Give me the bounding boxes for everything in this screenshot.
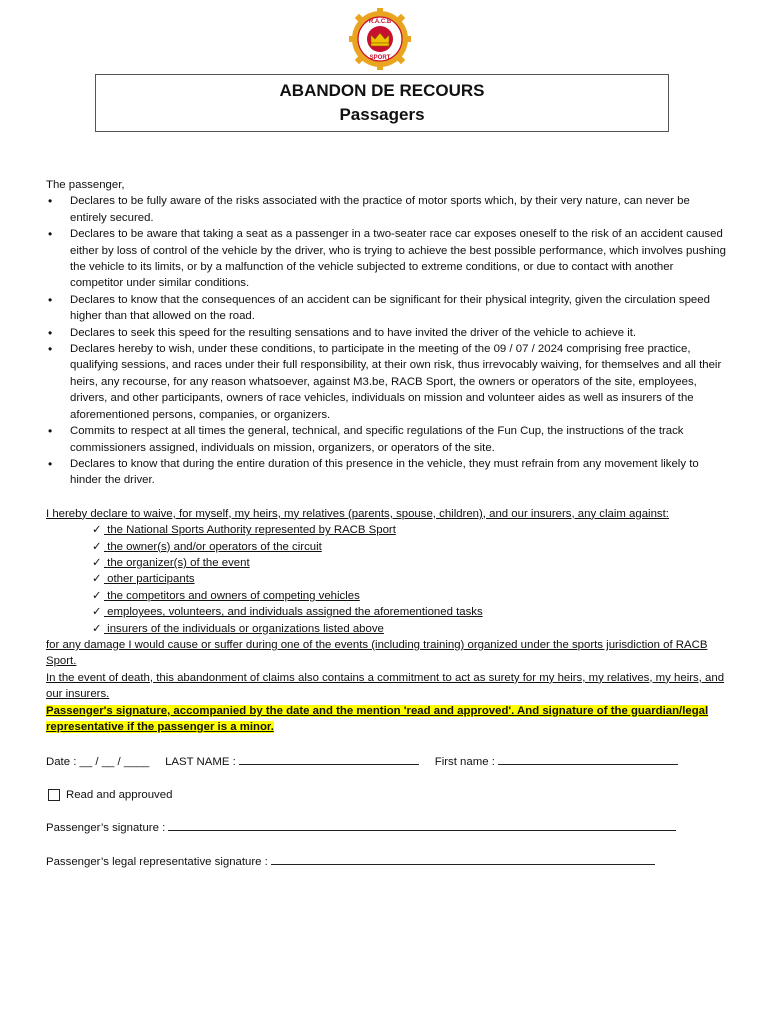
legal-rep-signature-row — [46, 853, 726, 870]
waiver-death-text: In the event of death, this abandonment of claims also contains a commitment to act as surety for my heirs, my relatives, my heirs, and our insurers. — [46, 671, 725, 701]
read-approved-checkbox[interactable] — [48, 789, 60, 801]
last-name-label: LAST NAME : — [165, 756, 236, 769]
list-item: ✓ insurers of the individuals or organizations listed above — [92, 621, 726, 637]
signature-notice: Passenger's signature, accompanied by the date and the mention 'read and approved'. And signature of the guardian/legal representative if the passenger is a minor. — [46, 704, 709, 733]
check-icon: ✓ — [92, 573, 102, 586]
racb-sport-logo — [349, 8, 411, 70]
read-approved-label: Read and approuved — [66, 788, 173, 801]
document-subtitle: Passagers — [339, 105, 425, 124]
declaration-item: • Declares to be fully aware of the risks associated with the practice of motor sports which, by their very nature, can never be entirely secured. — [46, 193, 726, 226]
document-body — [46, 177, 726, 870]
first-name-field[interactable] — [498, 753, 678, 765]
document-title: ABANDON DE RECOURS — [279, 81, 485, 100]
list-item: ✓ the organizer(s) of the event — [92, 555, 726, 571]
declaration-item: • Declares to know that the consequences of an accident can be significant for their physical integrity, given the circulation speed higher than that allowed on the road. — [46, 292, 726, 325]
waiver-checklist — [46, 522, 726, 637]
check-icon: ✓ — [92, 524, 102, 537]
check-icon: ✓ — [92, 556, 102, 569]
date-field[interactable]: Date : __ / __ / ____ — [46, 756, 150, 769]
legal-rep-signature-field[interactable] — [271, 853, 655, 865]
legal-rep-signature-label: Passenger’s legal representative signature : — [46, 855, 268, 868]
svg-text:SPORT: SPORT — [369, 55, 391, 61]
declaration-item: • Declares to be aware that taking a seat as a passenger in a two-seater race car exposes oneself to the risk of an accident caused either by loss of control of the vehicle by the driver, who is trying to achieve the best possible performance, which involves pushing the vehicle to its limits, or by a malfunction of the vehicle subjected to extreme conditions, or due to contact with another competitor under similar conditions. — [46, 226, 726, 292]
identity-row — [46, 753, 726, 770]
check-icon: ✓ — [92, 622, 102, 635]
first-name-label: First name : — [434, 756, 495, 769]
declaration-item: • Commits to respect at all times the general, technical, and specific regulations of the Fun Cup, the instructions of the track commissioners assigned, individuals on mission, organizers, or operators of the site. — [46, 423, 726, 456]
declaration-item: • Declares to seek this speed for the resulting sensations and to have invited the driver of the vehicle to achieve it. — [46, 325, 726, 341]
list-item: ✓ the National Sports Authority represented by RACB Sport — [92, 522, 726, 538]
check-icon: ✓ — [92, 606, 102, 619]
list-item: ✓ employees, volunteers, and individuals assigned the aforementioned tasks — [92, 604, 726, 620]
declaration-item: • Declares hereby to wish, under these conditions, to participate in the meeting of the 09 / 07 / 2024 comprising free practice, qualifying sessions, and races under their full responsibility, at their own risk, thus irrevocably waiving, for themselves and all their heirs, any recourse, for any reason whatsoever, against M3.be, RACB Sport, the owners or operators of the site, employees, drivers, and other participants, owners of race vehicles, individuals on mission and volunteer aides as well as insurers of the aforementioned persons, companies, or organizers. — [46, 341, 726, 423]
list-item: ✓ the owner(s) and/or operators of the circuit — [92, 539, 726, 555]
check-icon: ✓ — [92, 589, 102, 602]
declaration-item: • Declares to know that during the entire duration of this presence in the vehicle, they must refrain from any movement likely to hinder the driver. — [46, 456, 726, 489]
passenger-signature-row — [46, 819, 726, 836]
list-item: ✓ other participants — [92, 571, 726, 587]
intro-text: The passenger, — [46, 179, 125, 191]
list-item: ✓ the competitors and owners of competing vehicles — [92, 588, 726, 604]
read-approved-row — [46, 787, 726, 803]
svg-text:R.A.C.B: R.A.C.B — [368, 19, 392, 25]
title-box — [95, 74, 669, 132]
passenger-signature-label: Passenger’s signature : — [46, 822, 166, 835]
check-icon: ✓ — [92, 540, 102, 553]
waiver-damage-text: for any damage I would cause or suffer during one of the events (including training) organized under the sports jurisdiction of RACB Sport. — [46, 638, 708, 668]
waiver-lead: I hereby declare to waive, for myself, my heirs, my relatives (parents, spouse, children), and our insurers, any claim against: — [46, 507, 669, 520]
passenger-signature-field[interactable] — [168, 819, 676, 831]
last-name-field[interactable] — [239, 753, 419, 765]
declarations-list — [46, 193, 726, 488]
